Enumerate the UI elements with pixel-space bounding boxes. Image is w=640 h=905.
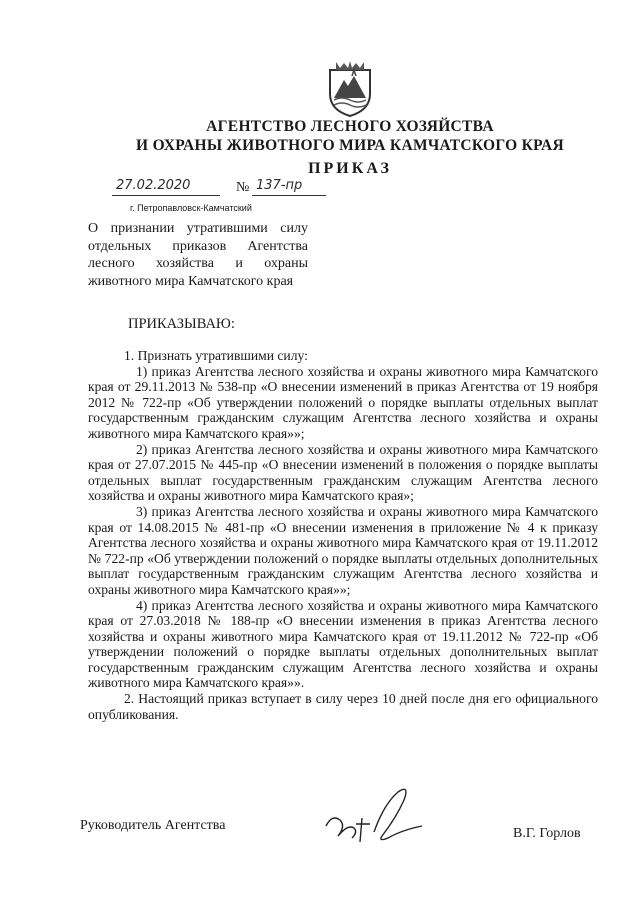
number-underline xyxy=(252,195,326,196)
coat-of-arms-icon xyxy=(326,60,374,118)
handwritten-signature xyxy=(318,780,428,850)
city: г. Петропавловск-Камчатский xyxy=(130,203,252,213)
paragraph-2: 2. Настоящий приказ вступает в силу через 10 дней после дня его официального опубликования. xyxy=(88,691,598,722)
agency-name-line-1: АГЕНТСТВО ЛЕСНОГО ХОЗЯЙСТВА xyxy=(206,118,494,135)
order-number: 137-пр xyxy=(256,178,303,193)
list-item-1: 1) приказ Агентства лесного хозяйства и охраны животного мира Камчатского края от 29.11.2013 № 538-пр «О внесении изменений в приказ Агентства от 19 ноября 2012 № 722-пр «Об утверждении положений о порядке выплаты отдельных выплат государственным гражданским служащим Агентства лесного хозяйства и охраны животного мира Камчатского края»»; xyxy=(88,363,598,441)
paragraph-1: 1. Признать утратившими силу: xyxy=(124,348,308,363)
list-item-3: 3) приказ Агентства лесного хозяйства и охраны животного мира Камчатского края от 14.08.2015 № 481-пр «О внесении изменения в приложение № 4 к приказу Агентства лесного хозяйства и охраны животного мира Камчатского края от 19.11.2012 № 722-пр «Об утверждении положений о порядке выплаты отдельных дополнительных выплат государственным гражданским служащим Агентства лесного хозяйства и охраны животного мира Камчатского края»»; xyxy=(88,503,598,597)
document-type: ПРИКАЗ xyxy=(308,160,392,177)
order-body xyxy=(88,348,598,722)
agency-name-line-2: И ОХРАНЫ ЖИВОТНОГО МИРА КАМЧАТСКОГО КРАЯ xyxy=(136,137,564,154)
signatory-name: В.Г. Горлов xyxy=(513,826,581,841)
signatory-role: Руководитель Агентства xyxy=(80,818,226,833)
number-sign: № xyxy=(236,180,250,195)
order-word: ПРИКАЗЫВАЮ: xyxy=(128,316,235,332)
order-date: 27.02.2020 xyxy=(116,178,191,193)
list-item-2: 2) приказ Агентства лесного хозяйства и охраны животного мира Камчатского края от 27.07.2015 № 445-пр «О внесении изменений в положения о порядке выплаты отдельных выплат государственным гражданским служащим Агентства лесного хозяйства и охраны животного мира Камчатского края»; xyxy=(88,441,598,504)
order-subject: О признании утратившими силу отдельных приказов Агентства лесного хозяйства и охраны животного мира Камчатского края xyxy=(88,221,308,289)
date-underline xyxy=(112,195,220,196)
list-item-4: 4) приказ Агентства лесного хозяйства и охраны животного мира Камчатского края от 27.03.2018 № 188-пр «О внесении изменения в приказ Агентства лесного хозяйства и охраны животного мира Камчатского края от 19.11.2012 № 722-пр «Об утверждении положений о порядке выплаты отдельных дополнительных выплат государственным гражданским служащим Агентства лесного хозяйства и охраны животного мира Камчатского края»». xyxy=(88,597,598,691)
